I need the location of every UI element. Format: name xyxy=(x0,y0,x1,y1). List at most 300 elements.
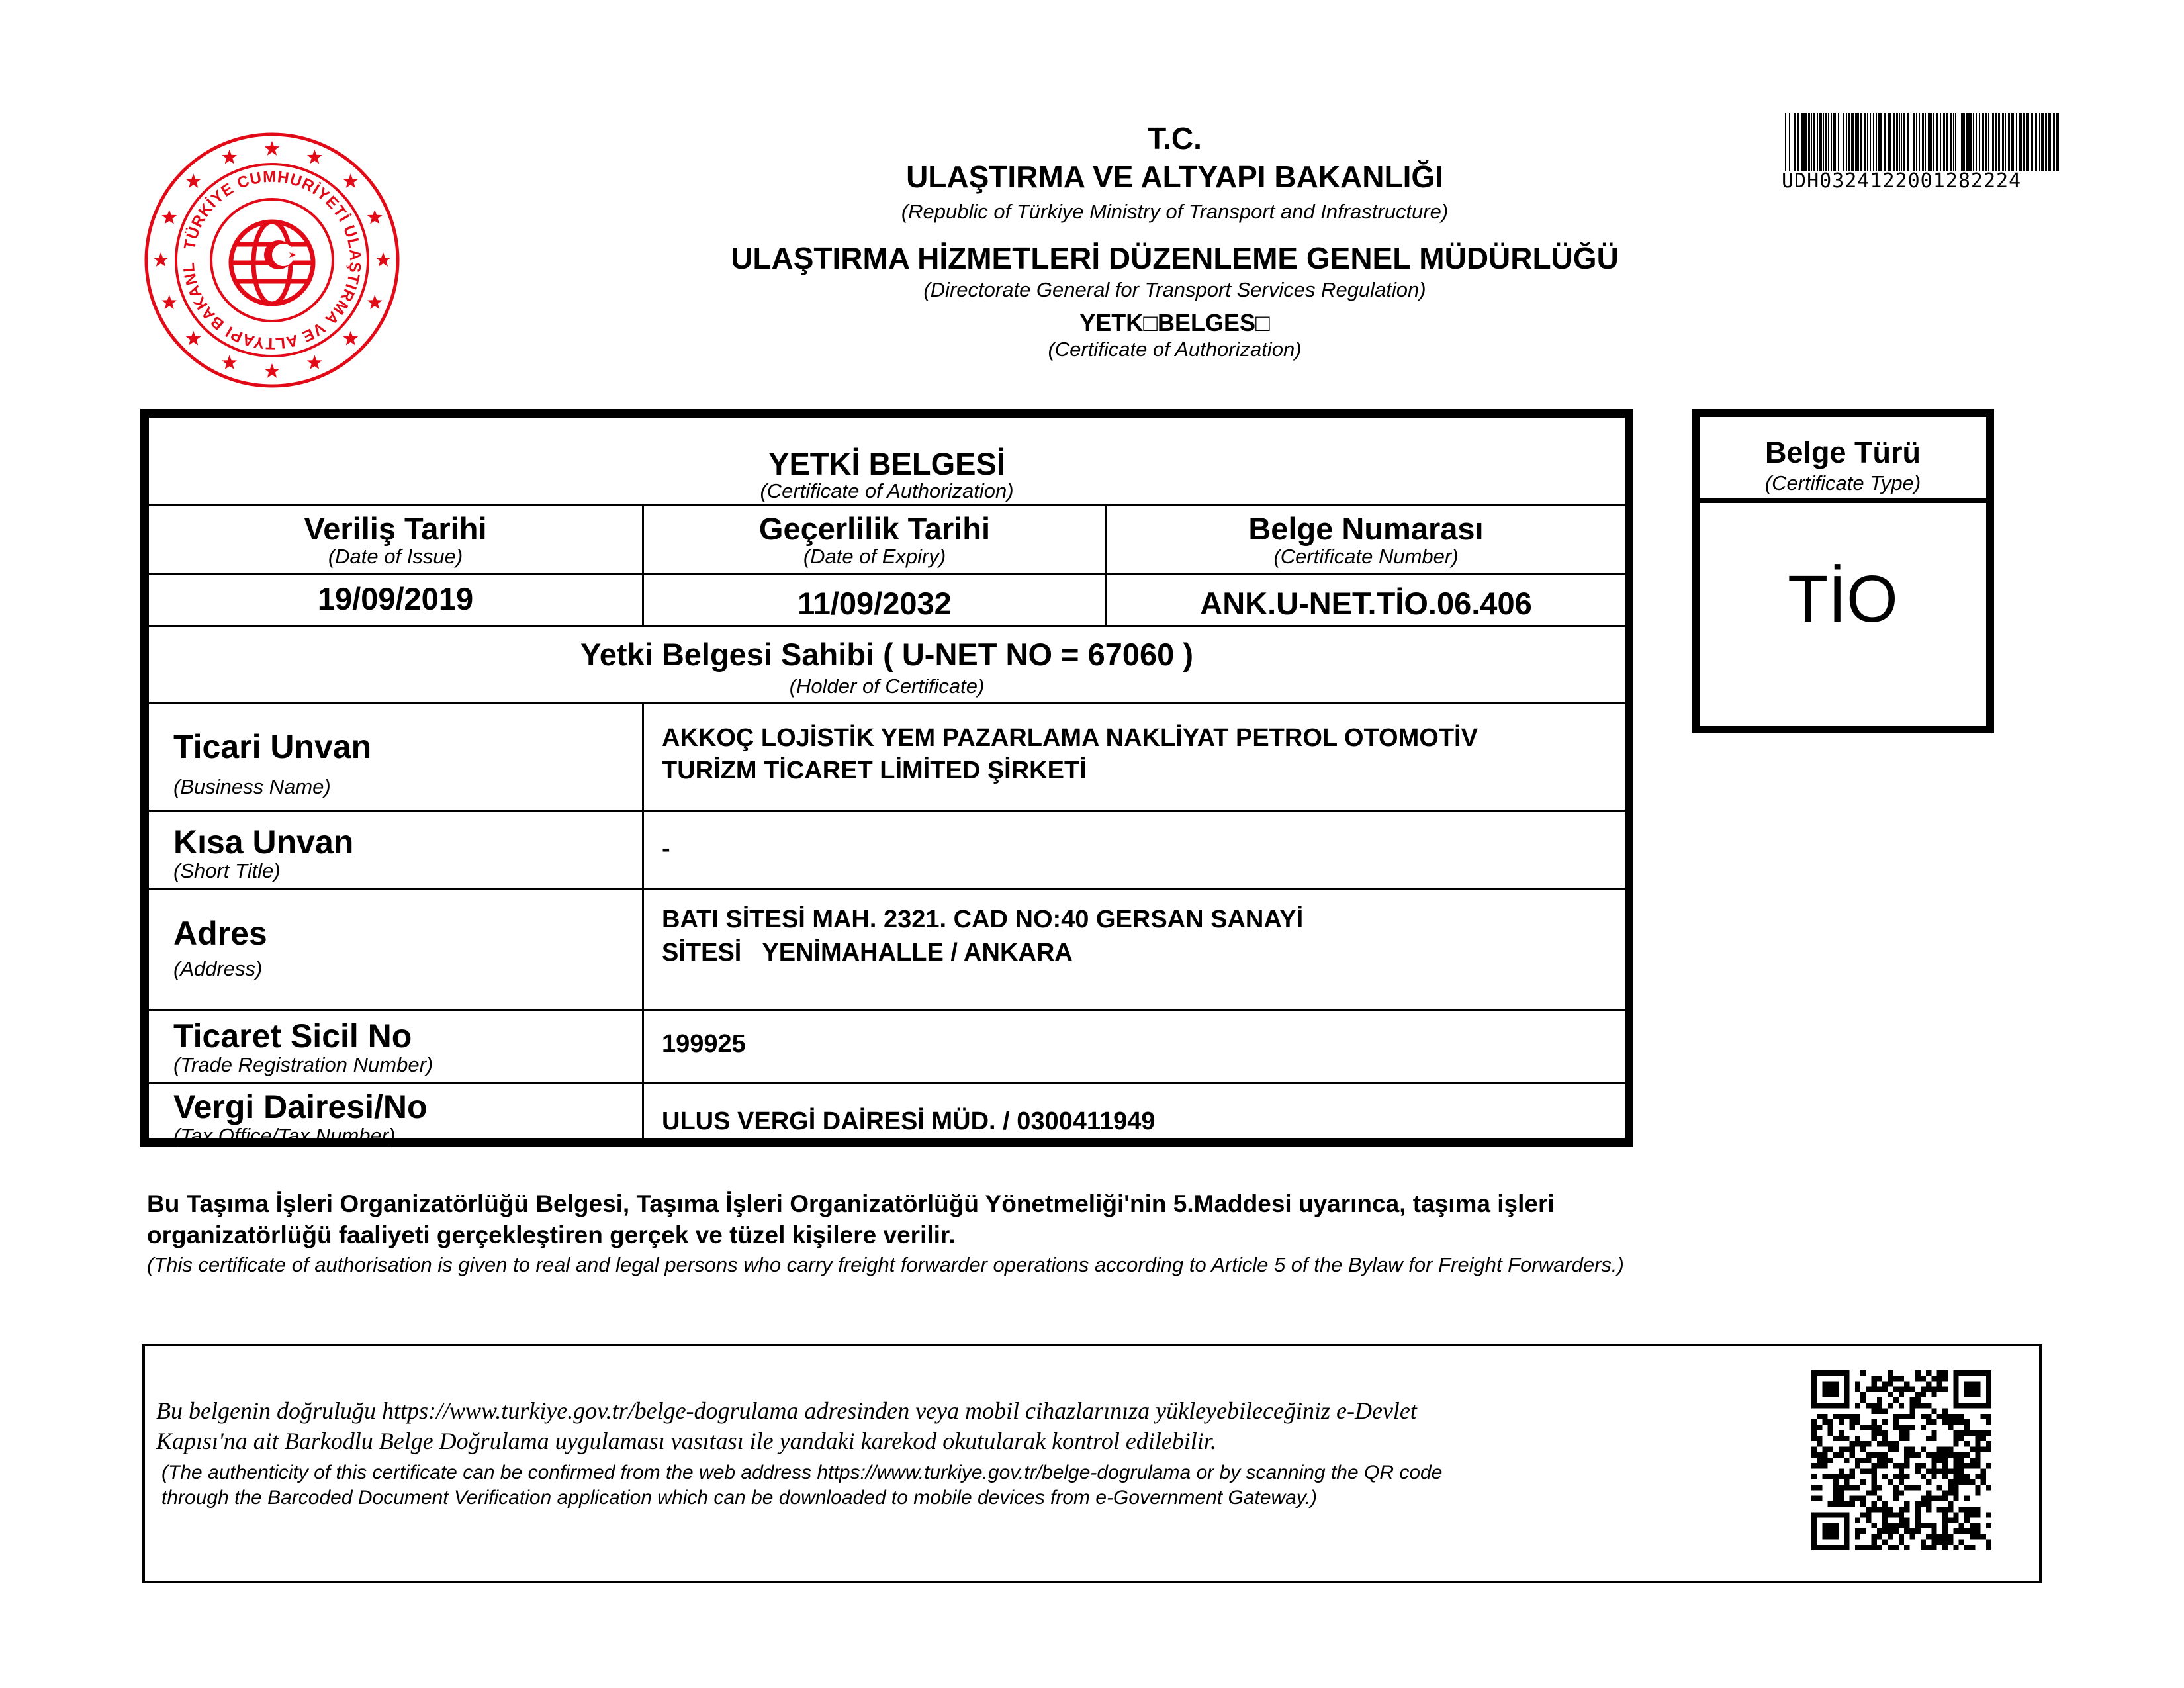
qr-module xyxy=(1942,1414,1948,1419)
qr-module xyxy=(1899,1376,1904,1381)
qr-module xyxy=(1817,1436,1822,1441)
qr-module xyxy=(1981,1534,1986,1539)
qr-module xyxy=(1986,1463,1991,1468)
qr-module xyxy=(1882,1441,1888,1446)
qr-module xyxy=(1839,1414,1844,1419)
qr-module xyxy=(1828,1474,1833,1479)
qr-module xyxy=(1828,1501,1833,1507)
qr-module xyxy=(1811,1496,1817,1501)
qr-module xyxy=(1833,1474,1839,1479)
qr-module xyxy=(1850,1474,1855,1479)
qr-module xyxy=(1833,1490,1839,1495)
barcode-bar xyxy=(1976,113,1977,171)
qr-module xyxy=(1948,1540,1953,1545)
qr-module xyxy=(1850,1452,1855,1458)
qr-module xyxy=(1937,1376,1942,1381)
qr-module xyxy=(1975,1490,1980,1495)
barcode-bar xyxy=(1797,113,1799,171)
qr-module xyxy=(1893,1496,1899,1501)
seal-star-icon xyxy=(265,141,280,156)
barcode-bar xyxy=(2053,113,2055,171)
qr-module xyxy=(1888,1507,1893,1512)
qr-module xyxy=(1904,1501,1909,1507)
qr-module xyxy=(1948,1468,1953,1474)
qr-module xyxy=(1866,1507,1871,1512)
qr-module xyxy=(1975,1441,1980,1446)
qr-module xyxy=(1904,1507,1909,1512)
barcode-bar xyxy=(1864,113,1866,171)
qr-module xyxy=(1921,1523,1926,1528)
barcode-bar xyxy=(2008,113,2010,171)
qr-module xyxy=(1882,1419,1888,1425)
qr-module xyxy=(1899,1507,1904,1512)
barcode-bar xyxy=(1893,113,1895,171)
qr-module xyxy=(1942,1518,1948,1523)
qr-module xyxy=(1970,1458,1975,1463)
qr-module xyxy=(1959,1528,1964,1534)
qr-module xyxy=(1904,1485,1909,1490)
qr-module xyxy=(1872,1425,1877,1430)
qr-module xyxy=(1937,1468,1942,1474)
qr-module xyxy=(1931,1474,1936,1479)
qr-module xyxy=(1899,1479,1904,1485)
holder-title-en: (Holder of Certificate) xyxy=(789,675,985,698)
qr-module xyxy=(1850,1425,1855,1430)
qr-module xyxy=(1915,1523,1921,1528)
verification-tr-line-1: Bu belgenin doğruluğu https://www.turkiye.gov.tr/belge-dogrulama adresinden veya mobil cihazlarınıza yükleyebileceğiniz e-Devlet xyxy=(156,1397,1417,1424)
barcode-bar xyxy=(2031,113,2033,171)
qr-module xyxy=(1839,1474,1844,1479)
qr-module xyxy=(1942,1523,1948,1528)
qr-module xyxy=(1888,1381,1893,1386)
qr-module xyxy=(1877,1463,1882,1468)
qr-module xyxy=(1882,1458,1888,1463)
qr-module xyxy=(1860,1425,1866,1430)
qr-module xyxy=(1953,1414,1958,1419)
qr-module xyxy=(1866,1458,1871,1463)
barcode-bar xyxy=(1982,113,1984,171)
qr-module xyxy=(1893,1463,1899,1468)
qr-module xyxy=(1959,1479,1964,1485)
qr-module xyxy=(1915,1392,1921,1397)
qr-module xyxy=(1953,1512,1958,1517)
qr-module xyxy=(1817,1485,1822,1490)
qr-module xyxy=(1822,1463,1827,1468)
address-line-1: BATI SİTESİ MAH. 2321. CAD NO:40 GERSAN SANAYİ xyxy=(662,906,1304,933)
qr-module xyxy=(1872,1381,1877,1386)
qr-module xyxy=(1811,1436,1817,1441)
qr-module xyxy=(1953,1518,1958,1523)
qr-module xyxy=(1942,1409,1948,1414)
expiry-date-value: 11/09/2032 xyxy=(797,586,952,621)
qr-module xyxy=(1931,1452,1936,1458)
qr-module xyxy=(1948,1490,1953,1495)
qr-module xyxy=(1964,1528,1970,1534)
qr-module xyxy=(1850,1446,1855,1452)
qr-module xyxy=(1888,1512,1893,1517)
qr-module xyxy=(1964,1425,1970,1430)
qr-module xyxy=(1904,1452,1909,1458)
barcode-bar xyxy=(1873,113,1874,171)
seal-star-icon xyxy=(222,150,237,164)
qr-module xyxy=(1855,1528,1860,1534)
qr-module xyxy=(1953,1441,1958,1446)
qr-module xyxy=(1909,1452,1915,1458)
qr-module xyxy=(1839,1501,1844,1507)
qr-module xyxy=(1915,1452,1921,1458)
qr-module xyxy=(1850,1501,1855,1507)
qr-module xyxy=(1975,1436,1980,1441)
barcode-bar xyxy=(1998,113,2000,171)
qr-module xyxy=(1970,1430,1975,1436)
qr-module xyxy=(1877,1430,1882,1436)
verification-tr-line-2: Kapısı'na ait Barkodlu Belge Doğrulama uygulaması vasıtası ile yandaki karekod okutularak kontrol edilebilir. xyxy=(156,1428,1216,1454)
header-doc-title: YETK□BELGES□ xyxy=(1079,309,1270,336)
cert-type-label-en: (Certificate Type) xyxy=(1764,471,1921,494)
qr-module xyxy=(1942,1387,1948,1392)
qr-module xyxy=(1860,1446,1866,1452)
barcode-bar xyxy=(2045,113,2047,171)
qr-module xyxy=(1866,1518,1871,1523)
barcode-bar xyxy=(1817,113,1818,171)
cert-title-en: (Certificate of Authorization) xyxy=(760,479,1014,502)
qr-module xyxy=(1888,1392,1893,1397)
qr-module xyxy=(1926,1479,1931,1485)
qr-module xyxy=(1926,1381,1931,1386)
qr-module xyxy=(1970,1479,1975,1485)
barcode-bar xyxy=(1943,113,1944,171)
qr-module xyxy=(1959,1468,1964,1474)
qr-module xyxy=(1839,1485,1844,1490)
qr-module xyxy=(1904,1430,1909,1436)
qr-module xyxy=(1893,1512,1899,1517)
qr-module xyxy=(1899,1403,1904,1408)
qr-module xyxy=(1931,1540,1936,1545)
qr-module xyxy=(1866,1490,1871,1495)
qr-module xyxy=(1931,1534,1936,1539)
qr-module xyxy=(1844,1458,1849,1463)
qr-module xyxy=(1921,1387,1926,1392)
barcode-bar xyxy=(1855,113,1856,171)
qr-module xyxy=(1899,1540,1904,1545)
barcode-bar xyxy=(1940,113,1941,171)
qr-module xyxy=(1937,1414,1942,1419)
qr-module xyxy=(1817,1496,1822,1501)
qr-module xyxy=(1942,1376,1948,1381)
qr-module xyxy=(1909,1425,1915,1430)
qr-module xyxy=(1964,1512,1970,1517)
qr-module xyxy=(1844,1474,1849,1479)
business-name-label: Ticari Unvan xyxy=(173,728,372,765)
expiry-date-label-en: (Date of Expiry) xyxy=(803,545,946,568)
qr-module xyxy=(1828,1458,1833,1463)
barcode-bar xyxy=(1833,113,1835,171)
qr-module xyxy=(1931,1468,1936,1474)
qr-module xyxy=(1942,1540,1948,1545)
barcode-bar xyxy=(1944,113,1945,171)
qr-module xyxy=(1915,1403,1921,1408)
qr-module xyxy=(1948,1501,1953,1507)
qr-module xyxy=(1888,1523,1893,1528)
barcode-bar xyxy=(1985,113,1987,171)
qr-module xyxy=(1904,1381,1909,1386)
qr-module xyxy=(1899,1534,1904,1539)
qr-module xyxy=(1860,1370,1866,1376)
qr-module xyxy=(1855,1419,1860,1425)
barcode-bar xyxy=(1789,113,1790,171)
qr-module xyxy=(1942,1528,1948,1534)
qr-module xyxy=(1839,1446,1844,1452)
qr-module xyxy=(1909,1397,1915,1403)
qr-module xyxy=(1926,1387,1931,1392)
qr-module xyxy=(1899,1463,1904,1468)
qr-module xyxy=(1975,1452,1980,1458)
qr-module xyxy=(1942,1545,1948,1550)
qr-module xyxy=(1899,1414,1904,1419)
qr-module xyxy=(1828,1419,1833,1425)
qr-module xyxy=(1839,1430,1844,1436)
qr-module xyxy=(1860,1545,1866,1550)
qr-module xyxy=(1872,1452,1877,1458)
qr-module xyxy=(1931,1430,1936,1436)
notice-en: (This certificate of authorisation is given to real and legal persons who carry freight forwarder operations according to Article 5 of the Bylaw for Freight Forwarders.) xyxy=(147,1253,1624,1276)
qr-finder xyxy=(1953,1403,1991,1408)
qr-module xyxy=(1942,1512,1948,1517)
qr-module xyxy=(1921,1425,1926,1430)
qr-module xyxy=(1877,1545,1882,1550)
qr-module xyxy=(1855,1458,1860,1463)
verification-en-line-2: through the Barcoded Document Verification application which can be downloaded to mobile devices from e-Government Gateway.) xyxy=(161,1487,1317,1509)
qr-module xyxy=(1899,1512,1904,1517)
qr-module xyxy=(1855,1463,1860,1468)
qr-module xyxy=(1811,1452,1817,1458)
qr-module xyxy=(1888,1528,1893,1534)
qr-module xyxy=(1899,1436,1904,1441)
qr-module xyxy=(1893,1523,1899,1528)
qr-module xyxy=(1942,1419,1948,1425)
qr-module xyxy=(1981,1414,1986,1419)
barcode-bar xyxy=(1979,113,1980,171)
notice-line-1: Bu Taşıma İşleri Organizatörlüğü Belgesi, Taşıma İşleri Organizatörlüğü Yönetmeliği'nin 5.Maddesi uyarınca, taşıma işleri xyxy=(147,1190,1555,1217)
qr-module xyxy=(1904,1446,1909,1452)
qr-module xyxy=(1899,1523,1904,1528)
qr-module xyxy=(1942,1534,1948,1539)
qr-module xyxy=(1872,1485,1877,1490)
qr-module xyxy=(1872,1507,1877,1512)
qr-module xyxy=(1986,1441,1991,1446)
qr-module xyxy=(1926,1534,1931,1539)
qr-finder xyxy=(1953,1370,1991,1376)
qr-module xyxy=(1833,1501,1839,1507)
barcode-bar xyxy=(1819,113,1822,171)
seal-star-icon xyxy=(265,363,280,378)
qr-finder xyxy=(1986,1370,1991,1409)
qr-module xyxy=(1959,1474,1964,1479)
qr-module xyxy=(1860,1468,1866,1474)
qr-module xyxy=(1953,1490,1958,1495)
qr-module xyxy=(1942,1496,1948,1501)
qr-module xyxy=(1877,1403,1882,1408)
issue-date-label: Veriliş Tarihi xyxy=(304,511,487,546)
barcode-bar xyxy=(1825,113,1827,171)
barcode-bar xyxy=(1811,113,1812,171)
qr-module xyxy=(1937,1496,1942,1501)
tax-office-value: ULUS VERGİ DAİRESİ MÜD. / 0300411949 xyxy=(662,1107,1156,1135)
barcode-bar xyxy=(1995,113,1997,171)
tax-office-label: Vergi Dairesi/No xyxy=(173,1088,428,1125)
barcode-bar xyxy=(1880,113,1882,171)
qr-module xyxy=(1817,1414,1822,1419)
qr-module xyxy=(1948,1414,1953,1419)
trade-reg-label: Ticaret Sicil No xyxy=(173,1017,412,1055)
qr-module xyxy=(1921,1463,1926,1468)
qr-module xyxy=(1953,1452,1958,1458)
qr-module xyxy=(1882,1381,1888,1386)
qr-module xyxy=(1822,1474,1827,1479)
qr-module xyxy=(1888,1370,1893,1376)
qr-module xyxy=(1975,1430,1980,1436)
seal-star-icon xyxy=(343,173,358,188)
qr-finder xyxy=(1953,1370,1958,1409)
barcode-bar xyxy=(1838,113,1839,171)
qr-module xyxy=(1893,1490,1899,1495)
qr-module xyxy=(1909,1534,1915,1539)
barcode-bar xyxy=(1876,113,1877,171)
barcode-bar xyxy=(1901,113,1902,171)
cert-title: YETKİ BELGESİ xyxy=(768,446,1005,481)
qr-module xyxy=(1921,1540,1926,1545)
qr-module xyxy=(1964,1441,1970,1446)
qr-module xyxy=(1904,1545,1909,1550)
trade-reg-value: 199925 xyxy=(662,1030,746,1058)
barcode-bar xyxy=(1961,113,1964,171)
barcode-bar xyxy=(2041,113,2044,171)
qr-module xyxy=(1839,1452,1844,1458)
qr-module xyxy=(1888,1376,1893,1381)
qr-module xyxy=(1953,1436,1958,1441)
qr-module xyxy=(1882,1512,1888,1517)
qr-module xyxy=(1948,1485,1953,1490)
qr-module xyxy=(1866,1452,1871,1458)
qr-module xyxy=(1915,1376,1921,1381)
qr-module xyxy=(1931,1545,1936,1550)
qr-module xyxy=(1915,1463,1921,1468)
qr-module xyxy=(1931,1496,1936,1501)
barcode-bar xyxy=(2019,113,2022,171)
qr-module xyxy=(1833,1436,1839,1441)
qr-module xyxy=(1817,1458,1822,1463)
seal-star-icon xyxy=(343,331,358,346)
qr-module xyxy=(1986,1485,1991,1490)
seal-star-icon xyxy=(222,355,237,369)
qr-module xyxy=(1926,1468,1931,1474)
qr-module xyxy=(1937,1507,1942,1512)
qr-module xyxy=(1817,1452,1822,1458)
barcode-bar xyxy=(1899,113,1900,171)
qr-module xyxy=(1872,1474,1877,1479)
qr-module xyxy=(1953,1479,1958,1485)
qr-module xyxy=(1931,1376,1936,1381)
qr-module xyxy=(1970,1446,1975,1452)
qr-module xyxy=(1926,1501,1931,1507)
barcode-bar xyxy=(1808,113,1810,171)
qr-module xyxy=(1926,1545,1931,1550)
qr-module xyxy=(1975,1463,1980,1468)
qr-module xyxy=(1942,1458,1948,1463)
qr-module xyxy=(1866,1425,1871,1430)
barcode-bar xyxy=(1794,113,1796,171)
qr-module xyxy=(1899,1518,1904,1523)
barcode-bar xyxy=(1803,113,1805,171)
qr-module xyxy=(1926,1370,1931,1376)
qr-module xyxy=(1926,1496,1931,1501)
qr-module xyxy=(1888,1479,1893,1485)
qr-module xyxy=(1975,1458,1980,1463)
qr-module xyxy=(1850,1419,1855,1425)
qr-module xyxy=(1948,1518,1953,1523)
qr-finder xyxy=(1811,1512,1850,1517)
qr-module xyxy=(1877,1409,1882,1414)
barcode-bar xyxy=(2023,113,2025,171)
qr-module xyxy=(1904,1523,1909,1528)
qr-module xyxy=(1877,1458,1882,1463)
qr-module xyxy=(1872,1376,1877,1381)
cert-type-value: TİO xyxy=(1788,562,1898,636)
seal-star-icon xyxy=(376,252,391,267)
qr-module xyxy=(1931,1409,1936,1414)
qr-module xyxy=(1981,1446,1986,1452)
qr-module xyxy=(1872,1436,1877,1441)
barcode-bar xyxy=(2056,113,2059,171)
qr-module xyxy=(1850,1485,1855,1490)
qr-module xyxy=(1882,1463,1888,1468)
seal-star-icon xyxy=(367,210,383,224)
qr-module xyxy=(1909,1409,1915,1414)
seal-star-icon xyxy=(161,295,177,309)
barcode-bar xyxy=(2039,113,2040,171)
qr-module xyxy=(1882,1523,1888,1528)
barcode-bar xyxy=(1919,113,1920,171)
barcode-bar xyxy=(1928,113,1931,171)
qr-module xyxy=(1964,1545,1970,1550)
qr-module xyxy=(1953,1430,1958,1436)
qr-module xyxy=(1893,1545,1899,1550)
header-tc: T.C. xyxy=(1148,121,1202,156)
barcode-bar xyxy=(1813,113,1815,171)
qr-module xyxy=(1904,1436,1909,1441)
barcode-bar xyxy=(1896,113,1898,171)
qr-module xyxy=(1839,1436,1844,1441)
qr-code[interactable] xyxy=(1811,1370,1991,1550)
barcode-bar xyxy=(2011,113,2014,171)
qr-module xyxy=(1986,1540,1991,1545)
qr-module xyxy=(1828,1425,1833,1430)
qr-module xyxy=(1959,1436,1964,1441)
qr-module xyxy=(1899,1392,1904,1397)
qr-module xyxy=(1959,1419,1964,1425)
qr-module xyxy=(1964,1518,1970,1523)
qr-module xyxy=(1811,1419,1817,1425)
qr-module xyxy=(1882,1507,1888,1512)
qr-module xyxy=(1921,1501,1926,1507)
qr-module xyxy=(1959,1452,1964,1458)
qr-module xyxy=(1882,1540,1888,1545)
qr-module xyxy=(1833,1496,1839,1501)
qr-module xyxy=(1855,1545,1860,1550)
qr-module xyxy=(1948,1425,1953,1430)
qr-module xyxy=(1915,1518,1921,1523)
qr-module xyxy=(1860,1397,1866,1403)
